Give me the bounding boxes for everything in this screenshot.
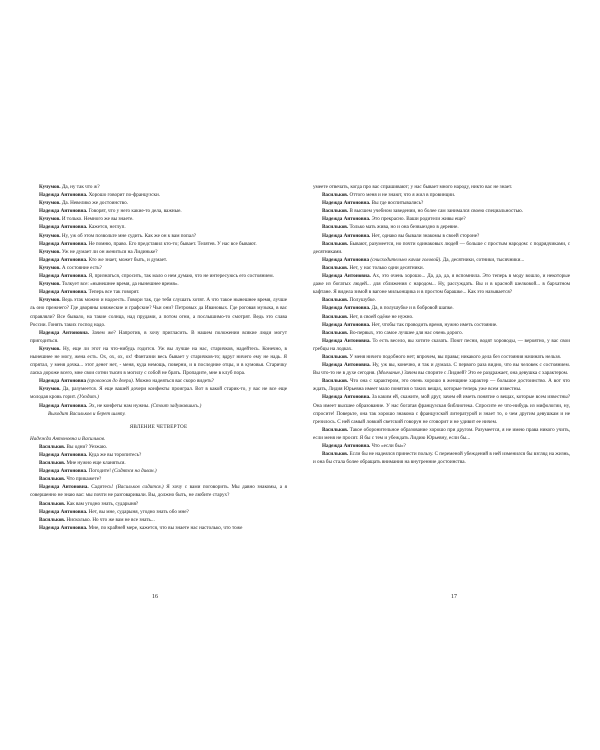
dialogue-text: Да, ну так что ж? (61, 184, 100, 190)
dialogue-text: И только. Немного же вы знаете. (61, 216, 134, 223)
speaker-name: Васильков. (322, 426, 349, 433)
dialogue-text: Ну, уж вы, конечно, я так и думала. С первого раза видно, что вы человек с состоянием. Вы что-то не в духе сегодня. (313, 362, 570, 377)
speaker-name: Кучумов. (39, 281, 61, 288)
speaker-name: Надежда Антоновна (322, 256, 370, 263)
dialogue-line (313, 215, 570, 223)
dialogue-line (30, 516, 287, 524)
dialogue-line (30, 280, 287, 288)
dialogue-line (30, 296, 287, 328)
speaker-name: Надежда Антоновна. (322, 443, 371, 449)
dialogue-line (313, 272, 570, 296)
speaker-name: Надежда Антоновна. (39, 452, 88, 458)
speaker-name: Кучумов. (39, 345, 61, 352)
dialogue-line (313, 442, 570, 450)
speaker-name: Васильков. (39, 460, 66, 467)
dialogue-line (30, 467, 287, 475)
speaker-name: Надежда Антоновна. (39, 256, 88, 263)
speaker-name: Васильков. (322, 264, 349, 271)
page-number-right: 17 (451, 594, 457, 600)
speaker-name: Надежда Антоновна. (39, 524, 88, 531)
dialogue-line (30, 272, 287, 280)
dialogue-text: Что «если бы»? (371, 443, 406, 449)
dialogue-text: Теперь все так говорят. (88, 289, 140, 296)
speaker-name: Надежда Антоновна. (322, 337, 371, 344)
dialogue-line (30, 500, 287, 508)
dialogue-line (30, 183, 287, 191)
speaker-name: Надежда Антоновна. (39, 192, 88, 199)
dialogue-line (313, 256, 570, 264)
speaker-name: Васильков. (39, 443, 66, 450)
dialogue-line (30, 459, 287, 467)
stage-direction: (Уходит.) (77, 394, 99, 401)
dialogue-line (30, 199, 287, 207)
right-page (313, 183, 570, 466)
dialogue-text: Говорят, что у него какие-то дела, важные. (88, 208, 182, 215)
left-page (30, 183, 287, 532)
dialogue-line (313, 450, 570, 466)
speaker-name: Кучумов. (39, 248, 61, 255)
speaker-name: Васильков. (322, 451, 349, 458)
dialogue-line (30, 264, 287, 272)
speaker-name: Васильков. (39, 516, 66, 523)
dialogue-text: Как вам угодно знать, сударыня? (66, 500, 139, 507)
dialogue-line (313, 353, 570, 361)
dialogue-line (30, 288, 287, 296)
speaker-name: Васильков. (322, 224, 349, 231)
speaker-name: Надежда Антоновна. (322, 305, 371, 312)
speaker-name: Васильков. (322, 313, 349, 320)
dialogue-text: Погодите! (88, 468, 111, 475)
speaker-name: Надежда Антоновна. (322, 321, 371, 328)
dialogue-text: Нет, в своей одёже не нужно. (349, 313, 414, 320)
stage-direction: (снисходительно качая головой). (370, 256, 442, 263)
dialogue-line (30, 443, 287, 451)
speaker-name: Васильков. (39, 476, 66, 483)
dialogue-text: Эх, не конфеты нам нужны. (88, 402, 150, 409)
dialogue-text: Вы где воспитывались? (371, 200, 424, 207)
dialogue-line (313, 361, 570, 377)
dialogue-line (313, 377, 570, 393)
dialogue-text: Да, в полушубке и в бобровой шапке. (371, 305, 454, 312)
speaker-name: Надежда Антоновна. (322, 216, 371, 223)
dialogue-text: Если бы не надеялся принести пользу. С переменой убеждений в ней изменился бы взгляд на жизнь, и она бы стала более обращать внимания на внутренние достоинства. (313, 451, 570, 466)
speaker-name: Васильков. (322, 329, 349, 336)
dialogue-line (30, 385, 287, 401)
page-number-left: 16 (152, 594, 158, 600)
dialogue-text: Вы одни? Уезжаю. (66, 443, 108, 450)
dialogue-text: Такое оборонительное образование хорошо при другом. Разумеется, я не имею права никого учить, если меня не просят. Я бы с тем и убеждать Лидию Юрьевну, если бы... (313, 426, 570, 441)
dialogue-line (30, 256, 287, 264)
dialogue-line (313, 199, 570, 207)
speaker-name: Кучумов. (39, 216, 61, 223)
dialogue-text: Кто же знает, может быть, и думает. (88, 256, 168, 263)
dialogue-text: Ну, уж об этом позвольте мне судить. Как же он к вам попал? (61, 232, 196, 239)
dialogue-line (30, 223, 287, 231)
dialogue-text: Да. Невелико же достоинство. (61, 200, 128, 207)
dialogue-text: Нет, у нас только одни десятники. (349, 264, 424, 271)
dialogue-text: Что она с характером, это очень хорошо в женщине характер — большое достоинство. А вот что ждать, Лидия Юрьевна имеет мало понятия о таких вещах, которые теперь уже всем известны. (313, 378, 570, 393)
dialogue-text: Да, разумеется. Я еще вашей дочери конфекты проиграл. Вот в какой старик-то, у вас не все еще молодая кровь горит. (30, 386, 287, 401)
dialogue-text: Толкует все: «нынешнее время, да нынешнее время». (61, 281, 179, 288)
stage-direction: (Садятся на диван.) (112, 468, 157, 475)
speaker-name: Надежда Антоновна. (39, 468, 88, 475)
dialogue-text: Нет, вы мне, сударыня, угодно знать обо мне? (88, 508, 189, 515)
dialogue-text: Да, десятники, сотники, тысячники... (442, 256, 525, 263)
speaker-name: Васильков. (39, 500, 66, 507)
dialogue-text: Я, признаться, спросить, так мало о нем думаю, что не интересуюсь его состоянием. (88, 273, 274, 280)
dialogue-text: В высшем учебном заведении, но более сам занимался своею специальностью. (349, 208, 524, 215)
dialogue-line (313, 426, 570, 442)
speaker-name: Васильков. (322, 192, 349, 199)
speaker-name: Надежда Антоновна. (39, 240, 88, 247)
dialogue-line (313, 321, 570, 329)
dialogue-text: Можно надеяться вас скоро видеть? (135, 378, 214, 385)
dialogue-line (313, 223, 570, 231)
dialogue-line (30, 248, 287, 256)
dialogue-text: Я хочу с вами поговорить. Мы давно знакомы, а я совершенно не знаю вас: мы почти не разговаривали. Вы, должно быть, не любите старух? (30, 484, 287, 499)
dialogue-line (313, 337, 570, 353)
dialogue-line (313, 207, 570, 215)
speaker-name: Надежда Антоновна. (322, 232, 371, 239)
dialogue-line (30, 451, 287, 459)
speaker-name: Надежда Антоновна. (39, 224, 88, 231)
scene-heading: ЯВЛЕНИЕ ЧЕТВЕРТОЕ (129, 423, 188, 430)
dialogue-line (30, 207, 287, 215)
speaker-name: Надежда Антоновна. (39, 208, 88, 215)
dialogue-line (313, 232, 570, 240)
speaker-name: Надежда Антоновна. (39, 329, 90, 336)
dialogue-line (313, 329, 570, 337)
dialogue-text: А состояние есть? (61, 264, 102, 271)
speaker-name: Васильков. (322, 240, 349, 247)
dialogue-line (30, 329, 287, 345)
dialogue-line (313, 183, 570, 191)
dialogue-line (313, 393, 570, 425)
dialogue-text: умеете отвечать, когда про вас спрашивают; у нас бывает много народу, никто вас не знает. (313, 184, 513, 190)
dialogue-line (30, 402, 287, 410)
speaker-name: Кучумов. (39, 232, 61, 239)
speaker-name: Надежда Антоновна. (39, 273, 88, 280)
speaker-name: Кучумов. (39, 200, 61, 207)
speaker-name: Надежда Антоновна. (39, 484, 89, 491)
speaker-name: Надежда Антоновна. (39, 508, 88, 515)
speaker-name: Кучумов. (39, 264, 61, 271)
dialogue-line (313, 191, 570, 199)
stage-direction: (Васильков садится.) (115, 484, 164, 491)
dialogue-text: Это прекрасно. Ваши родители живы еще? (371, 216, 466, 223)
dialogue-text: Нет, чтобы так проводить время, нужно иметь состояние. (371, 321, 498, 328)
dialogue-text: Кажется, неглуп. (88, 224, 126, 231)
speaker-name: Васильков. (322, 208, 349, 215)
dialogue-text: Полушубке. (349, 297, 376, 304)
stage-direction: (Молчание.) (376, 370, 403, 377)
speaker-name: Надежда Антоновна. (322, 394, 371, 401)
dialogue-line (30, 483, 287, 499)
stage-direction: Надежда Антоновна и Васильков. (30, 435, 106, 442)
speaker-name: Надежда Антоновна. (322, 200, 371, 207)
dialogue-text: Куда же вы торопитесь? (88, 452, 142, 458)
dialogue-text: Во-первых, это самое лучшее для нас очень дорого. (349, 329, 464, 336)
dialogue-line (30, 345, 287, 377)
dialogue-line (313, 264, 570, 272)
dialogue-text: Бывают, разумеется, но почти одинаковых людей — больше с простым народом: с подрядчиками, с десятниками. (313, 240, 570, 255)
dialogue-text: Хорошо говорит по-французски. (88, 192, 161, 199)
dialogue-line (30, 475, 287, 483)
speaker-name: Васильков. (322, 297, 349, 304)
dialogue-text: Ах, это очень хорошо... Да, да, да, я вспомнила. Это теперь в моду вошло, и некоторые даже из богатых людей... для сближения с народом... Ну, рассуждать. Вы и в красной шелковой... в бархатном кафтане. Я видела зимой в вагоне мильонщика и в простом барашке... Как это называется? (313, 273, 570, 296)
dialogue-text: Ведь этак можно и надоесть. Говори так, где тебя слушать хотят. А что такое нынешнее время, лучше ль оно прежнего? Где дворяны княжеские и графские? Чьи они? Петровых да Ивановых. Где роговая музыка, в вас справляли? Все бывало, на такие солнца, над прудами, а потом огни, а послышимо-то смотрят. Ведь это слава России. Гонять таких господ надо. (30, 297, 287, 328)
scene-stage-direction (30, 435, 287, 443)
dialogue-text: Оттого меня и не знают, что я жил в провинции. (349, 192, 456, 199)
speaker-name: Кучумов. (39, 297, 61, 304)
dialogue-line (30, 377, 287, 385)
speaker-name: Кучумов. (39, 184, 61, 190)
speaker-name: Кучумов. (39, 386, 61, 393)
dialogue-text: То есть весело, вы хотите сказать. Поют песни, водят хороводы, — вероятно, у вас свои гребцы на лодках. (313, 337, 570, 352)
dialogue-text: Не помню, право. Его представил кто-то; бывает. Телятев. У нас все бывают. (88, 240, 257, 247)
speaker-name: Надежда Антоновна. (39, 289, 88, 296)
stage-direction: Выходит Васильков и берет шляпу. (48, 410, 126, 417)
dialogue-text: Нет, однако вы бывали знакомы в своей стороне? (371, 232, 480, 239)
speaker-name: Васильков. (322, 378, 349, 385)
dialogue-text: Что прикажете? (66, 476, 102, 483)
stage-direction: (Стоит задумавшись.) (150, 402, 202, 409)
dialogue-text: Только мать жива, но и она безвыездно в деревне. (349, 224, 459, 231)
dialogue-line (313, 304, 570, 312)
dialogue-line (313, 240, 570, 256)
dialogue-line (30, 508, 287, 516)
speaker-name: Васильков. (322, 353, 349, 360)
dialogue-text: Мне, по крайней мере, кажется, что вы знаете нас настолько, что тоже (88, 524, 243, 531)
dialogue-line (313, 296, 570, 304)
dialogue-line (30, 215, 287, 223)
dialogue-text: Зачем же? Напротив, в хочу пригласить. В нашем положении всякие люди могут пригодиться. (30, 329, 287, 344)
dialogue-text: Садитесь! (91, 484, 114, 491)
speaker-name: Надежда Антоновна (39, 378, 87, 385)
dialogue-line (30, 232, 287, 240)
dialogue-line (30, 410, 287, 418)
speaker-name: Надежда Антоновна. (322, 362, 371, 369)
dialogue-text: У меня ничего подобного нет; впрочем, вы правы; никакого дела без состояния начинать нельзя. (349, 353, 562, 360)
dialogue-text: Уж не думает ли он жениться на Лидиньке? (61, 248, 158, 255)
dialogue-line (30, 524, 287, 532)
speaker-name: Надежда Антоновна. (322, 273, 371, 280)
dialogue-text: Зачем вы спорите с Лидией? Это ее раздражает, она девушка с характером. (404, 370, 569, 377)
speaker-name: Надежда Антоновна. (39, 402, 88, 409)
dialogue-text: Нисколько. Но что же вам не все знать... (66, 516, 155, 523)
stage-direction: (провожая до двери). (87, 378, 135, 385)
dialogue-text: Мне нужно еще кланяться. (66, 460, 126, 467)
dialogue-text: Ну, еще ли этот на что-нибудь годится. Уж вы лучше на нас, старичков, надейтесь. Конечно, в нынешнее не могу, жена есть. Ох, ох, ох, ох! Фантазии весь бывает у старичков-то; вдруг ничего ему не надь. Я спрятал, у меня дочка... этот денег нет, - меня, куда немощь, поверни, и в последние отцы, и в кумовья. Старичку ласка дороже всего, мне свои сотни тысяч в могилу с собой не брать. Пропадите, мне в клуб пора. (30, 345, 287, 377)
dialogue-line (30, 191, 287, 199)
dialogue-line (30, 240, 287, 248)
dialogue-line (313, 313, 570, 321)
dialogue-text: За каким ей, скажите, мой друг, зачем ей иметь понятие о вещах, которые всем известны? Она имеет высшее образование. У нас богатая французская библиотека. Спросите ее что-нибудь из мифологии, ну, спросите! Поверьте, она так хорошо знакома с французской литературой и знает то, о чем другим девушкам и не грезилось. С ней самый ловкий светский говорун не сговорит и не удивит ее ничем. (313, 394, 570, 425)
